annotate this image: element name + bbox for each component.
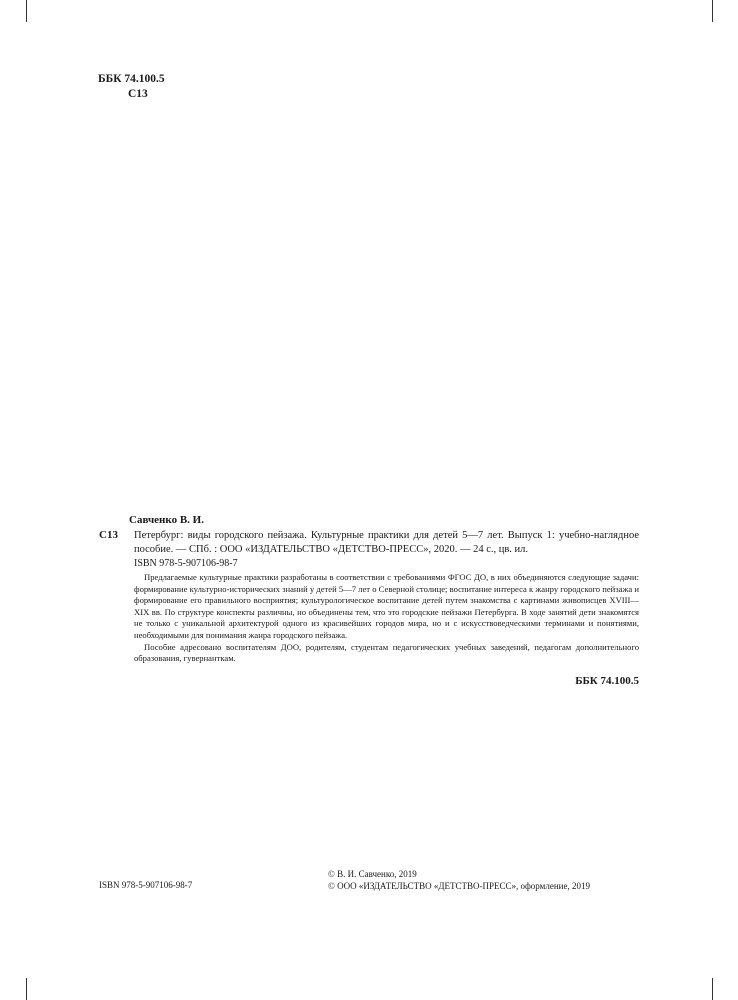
crop-mark-bottom-left (26, 978, 27, 1000)
bbk-header (98, 72, 165, 102)
card-isbn: ISBN 978-5-907106-98-7 (134, 558, 238, 569)
bbk-code: ББК 74.100.5 (98, 73, 165, 85)
card-main-entry (99, 529, 639, 556)
crop-mark-top-right (712, 0, 713, 22)
crop-mark-bottom-right (712, 978, 713, 1000)
crop-mark-top-left (26, 0, 27, 22)
annotation-paragraph-2: Пособие адресовано воспитателям ДОО, родителям, студентам педагогических учебных заведений, педагогам дополнительного образования, гувернанткам. (134, 641, 639, 664)
catalog-card (99, 514, 639, 688)
card-main-text: Петербург: виды городского пейзажа. Культурные практики для детей 5—7 лет. Выпуск 1: учебно-наглядное пособие. — СПб. : ООО «ИЗДАТЕЛЬСТВО «ДЕТСТВО-ПРЕСС», 2020. — 24 с., цв. ил. (134, 530, 639, 555)
card-index: С13 (99, 529, 118, 541)
copyright-author: © В. И. Савченко, 2019 (328, 869, 417, 879)
card-annotation (99, 572, 639, 665)
author-sign: С13 (128, 88, 148, 100)
annotation-paragraph-1: Предлагаемые культурные практики разработаны в соответствии с требованиями ФГОС ДО, в них объединяются следующие задачи: формирование культурно-исторических знаний у детей 5—7 лет о Северной столице; воспитание интереса к жанру городского пейзажа и формирование его правильного восприятия; культурологическое воспитание детей путем знакомства с картинами живописцев XVIII—XIX вв. По структуре конспекты различны, но объединены тем, что это городские пейзажи Петербурга. В ходе занятий дети знакомятся не только с уникальной архитектурой одного из красивейших городов мира, но и с искусствоведческими терминами и понятиями, необходимыми для понимания жанра городского пейзажа. (134, 572, 639, 640)
footer-isbn: ISBN 978-5-907106-98-7 (99, 880, 193, 890)
copyright-publisher: © ООО «ИЗДАТЕЛЬСТВО «ДЕТСТВО-ПРЕСС», оформление, 2019 (328, 881, 590, 891)
card-author: Савченко В. И. (129, 514, 204, 526)
copyright-block (328, 868, 590, 892)
card-bbk: ББК 74.100.5 (575, 674, 639, 687)
